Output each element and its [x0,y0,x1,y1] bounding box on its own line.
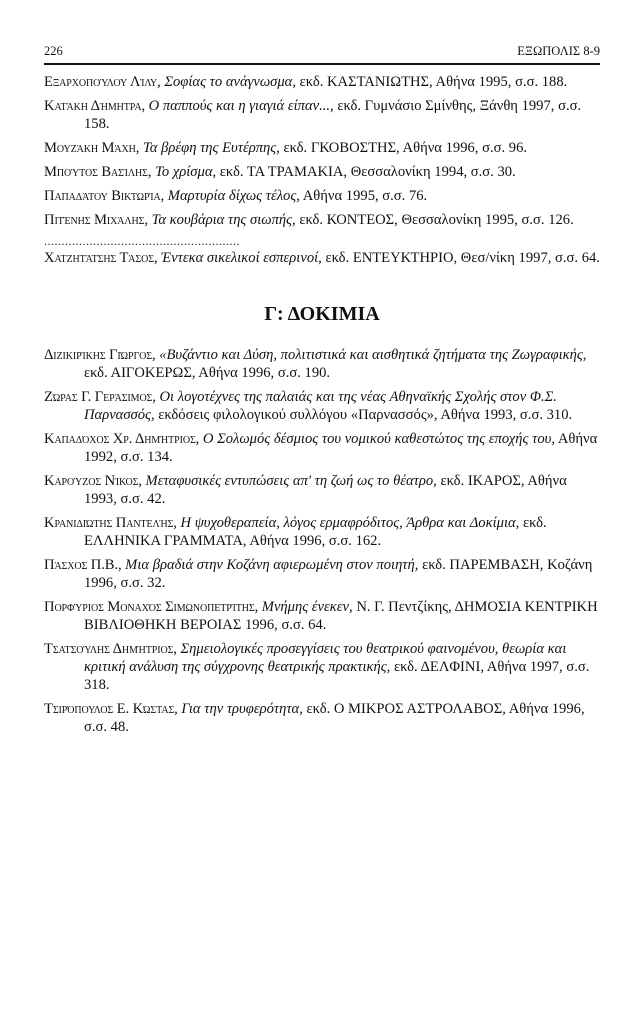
entry-author: Χατζητάτσης Τάσος, [44,250,158,266]
bibliography-entry [44,139,600,157]
entry-author: Καρούζος Νίκος, [44,473,142,489]
entry-title: Μαρτυρία δίχως τέλος, [167,188,300,204]
journal-title: ΕΞΩΠΟΛΙΣ 8-9 [517,44,600,58]
entry-publication: εκδ. Ο ΜΙΚΡΟΣ ΑΣΤΡΟΛΑΒΟΣ, Αθήνα 1996, σ.σ. 48. [84,701,585,735]
entry-title: Τα κουβάρια της σιωπής, [151,212,296,228]
bibliography-list-poetry [44,73,600,267]
entry-publication: εκδ. ΕΝΤΕΥΚΤΗΡΙΟ, Θεσ/νίκη 1997, σ.σ. 64. [325,250,600,266]
book-page [44,44,600,742]
section-heading: Γ: ΔΟΚΙΜΙΑ [264,303,380,325]
entry-author: Κατάκη Δήμητρα, [44,98,145,114]
bibliography-entry [44,598,600,634]
entry-title: Για την τρυφερότητα, [181,701,303,717]
entry-title: Το χρίσμα, [155,164,217,180]
entry-title: Μια βραδιά στην Κοζάνη αφιερωμένη στον ποιητή, [125,557,419,573]
entry-author: Μουζάκη Μάχη, [44,140,140,156]
entry-title: «Βυζάντιο και Δύση, πολιτιστικά και αισθητικά ζητήματα της Ζωγραφικής, [159,347,587,363]
entry-title: Έντεκα σικελικοί εσπερινοί, [161,250,322,266]
page-number: 226 [44,44,63,58]
bibliography-entry [44,346,600,382]
entry-publication: εκδ. ΕΛΛΗΝΙΚΑ ΓΡΑΜΜΑΤΑ, Αθήνα 1996, σ.σ. 162. [84,515,547,549]
entry-publication: εκδ. ΚΟΝΤΕΟΣ, Θεσσαλονίκη 1995, σ.σ. 126. [299,212,574,228]
entry-author: Ζώρας Γ. Γεράσιμος, [44,389,156,405]
entry-title: Μεταφυσικές εντυπώσεις απ' τη ζωή ως το θέατρο, [145,473,437,489]
entry-publication: εκδ. ΙΚΑΡΟΣ, Αθήνα 1993, σ.σ. 42. [84,473,567,507]
entry-publication: εκδ. ΠΑΡΕΜΒΑΣΗ, Κοζάνη 1996, σ.σ. 32. [84,557,593,591]
bibliography-entry [44,430,600,466]
running-head [44,44,600,65]
bibliography-entry [44,700,600,736]
entry-title: Τα βρέφη της Ευτέρπης, [143,140,280,156]
bibliography-entry [44,514,600,550]
entry-author: Εξαρχοπούλου Λίλυ, [44,74,161,90]
entry-title: Σημειολογικές προσεγγίσεις του θεατρικού φαινομένου, θεωρία και κριτική ανάλυση της σύγχρονης θεατρικής πρακτικής, [84,641,567,675]
bibliography-entry [44,472,600,508]
entry-publication: εκδ. ΔΕΛΦΙΝΙ, Αθήνα 1997, σ.σ. 318. [84,659,590,693]
bibliography-entry [44,73,600,91]
entry-author: Πάσχος Π.Β., [44,557,122,573]
entry-publication: εκδ. ΓΚΟΒΟΣΤΗΣ, Αθήνα 1996, σ.σ. 96. [283,140,528,156]
entry-publication: εκδ. ΑΙΓΟΚΕΡΩΣ, Αθήνα 1996, σ.σ. 190. [84,365,331,381]
bibliography-entry [44,97,600,133]
entry-title: Σοφίας το ανάγνωσμα, [164,74,296,90]
entry-author: Κρανιδιώτης Παντελής, [44,515,177,531]
entry-author: Πορφύριος Μοναχός Σιμωνοπετρίτης, [44,599,259,615]
bibliography-entry [44,249,600,267]
entry-title: Η ψυχοθεραπεία, λόγος ερμαφρόδιτος, Άρθρα και Δοκίμια, [180,515,520,531]
bibliography-list-essays [44,346,600,736]
entry-publication: Αθήνα 1995, σ.σ. 76. [302,188,428,204]
entry-author: Μπούτος Βασίλης, [44,164,152,180]
entry-author: Καπαδόχος Χρ. Δημήτριος, [44,431,200,447]
entry-publication: εκδ. ΚΑΣΤΑΝΙΩΤΗΣ, Αθήνα 1995, σ.σ. 188. [299,74,568,90]
entry-author: Παπαδάτου Βικτωρία, [44,188,165,204]
entry-publication: Ν. Γ. Πεντζίκης, ΔΗΜΟΣΙΑ ΚΕΝΤΡΙΚΗ ΒΙΒΛΙΟΘΗΚΗ ΒΕΡΟΙΑΣ 1996, σ.σ. 64. [84,599,598,633]
entry-title: Οι λογοτέχνες της παλαιάς και της νέας Αθηναϊκής Σχολής στον Φ.Σ. Παρνασσός, [84,389,557,423]
entry-title: Ο παππούς και η γιαγιά είπαν..., [148,98,334,114]
entry-publication: εκδόσεις φιλολογικού συλλόγου «Παρνασσός», Αθήνα 1993, σ.σ. 310. [158,407,573,423]
bibliography-entry [44,640,600,694]
entry-publication: Αθήνα 1992, σ.σ. 134. [84,431,598,465]
entry-author: Τσιρόπουλος Ε. Κώστας, [44,701,178,717]
entry-author: Τσατσούλης Δημήτριος, [44,641,177,657]
entry-title: Ο Σολωμός δέσμιος του νομικού καθεστώτος της εποχής του, [202,431,555,447]
dotted-separator: ........................................................ [44,234,240,248]
entry-title: Μνήμης ένεκεν, [261,599,353,615]
entry-publication: εκδ. Γυμνάσιο Σμίνθης, Ξάνθη 1997, σ.σ. 158. [84,98,582,132]
bibliography-entry [44,556,600,592]
bibliography-entry [44,163,600,181]
entry-author: Διζικιρίκης Γιώργος, [44,347,156,363]
entry-publication: εκδ. ΤΑ ΤΡΑΜΑΚΙΑ, Θεσσαλονίκη 1994, σ.σ. 30. [219,164,516,180]
bibliography-entry [44,187,600,205]
bibliography-entry [44,211,600,229]
bibliography-entry [44,388,600,424]
entry-author: Πιτένης Μιχάλης, [44,212,148,228]
